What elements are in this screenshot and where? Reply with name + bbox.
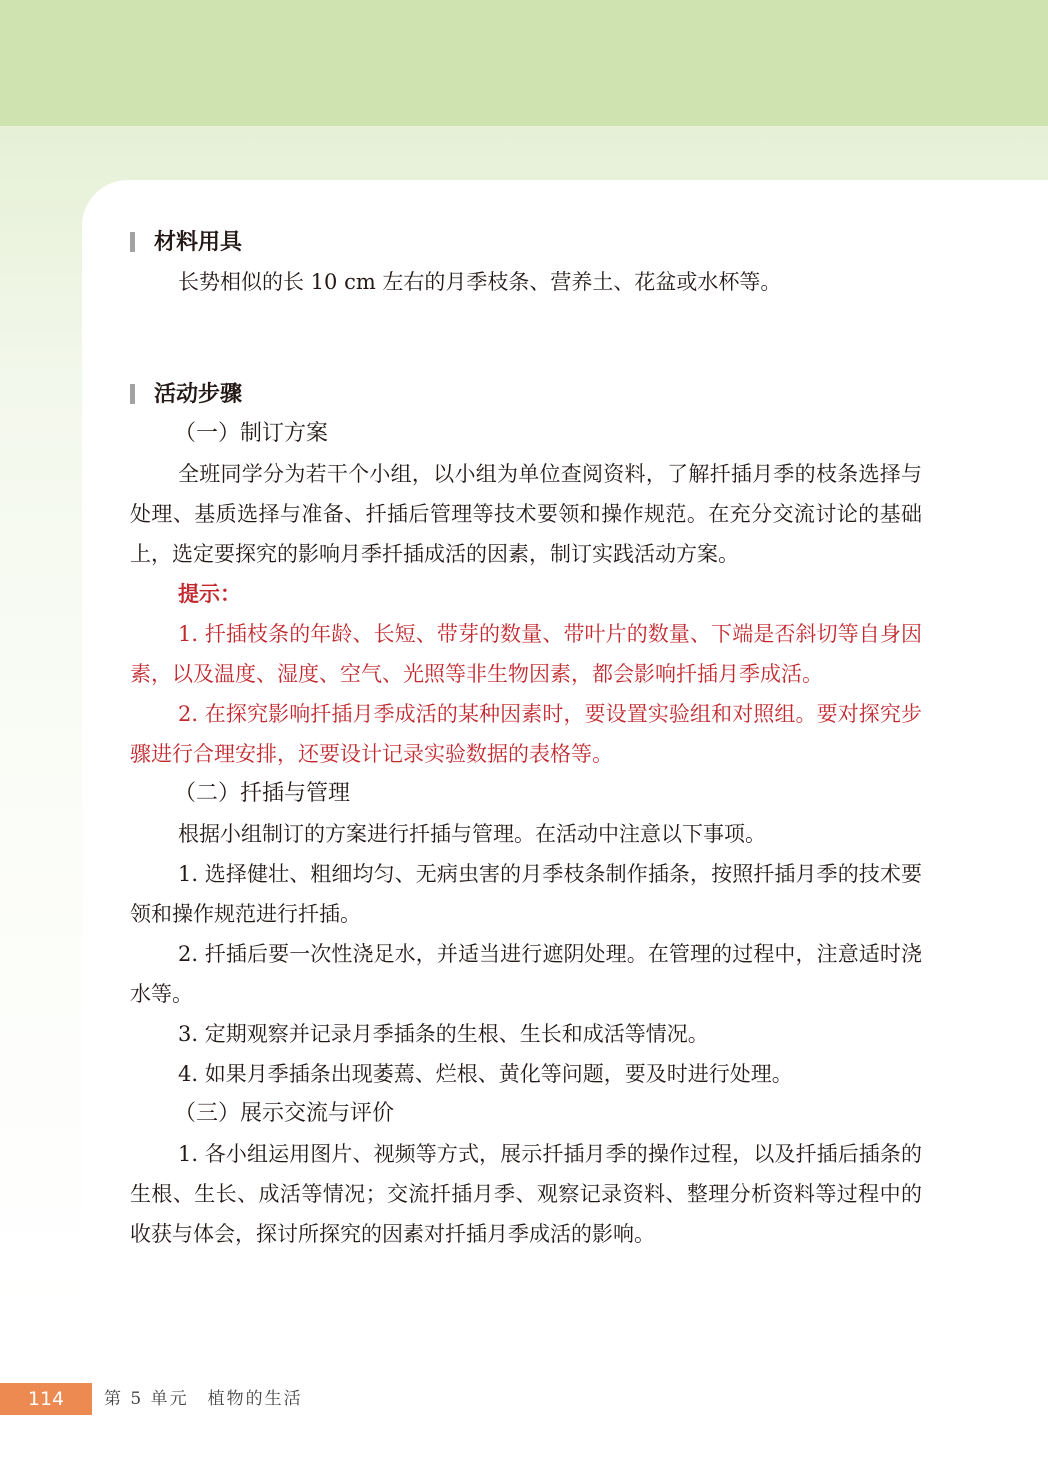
page-number: 114 (0, 1383, 92, 1415)
tip-item: 1. 扦插枝条的年龄、长短、带芽的数量、带叶片的数量、下端是否斜切等自身因素，以及温度、湿度、空气、光照等非生物因素，都会影响扦插月季成活。 (130, 622, 922, 686)
cutting-item: 2. 扦插后要一次性浇足水，并适当进行遮阴处理。在管理的过程中，注意适时浇水等。 (130, 942, 922, 1006)
page-footer (0, 1383, 1048, 1415)
section-heading-materials: 材料用具 (130, 222, 922, 262)
top-color-band (0, 0, 1048, 126)
section-marker-bar (130, 384, 135, 404)
cutting-item: 1. 选择健壮、粗细均匀、无病虫害的月季枝条制作插条，按照扦插月季的技术要领和操作规范进行扦插。 (130, 862, 922, 926)
showcase-item: 1. 各小组运用图片、视频等方式，展示扦插月季的操作过程，以及扦插后插条的生根、生长、成活等情况；交流扦插月季、观察记录资料、整理分析资料等过程中的收获与体会，探讨所探究的因素对扦插月季成活的影响。 (130, 1142, 922, 1246)
cutting-intro: 根据小组制订的方案进行扦插与管理。在活动中注意以下事项。 (178, 822, 766, 846)
cutting-item: 4. 如果月季插条出现萎蔫、烂根、黄化等问题，要及时进行处理。 (178, 1062, 793, 1086)
unit-title: 第 5 单元 植物的生活 (104, 1389, 303, 1409)
materials-text: 长势相似的长 10 cm 左右的月季枝条、营养土、花盆或水杯等。 (178, 270, 782, 294)
page-content (130, 222, 922, 1254)
section-marker-bar (130, 232, 135, 252)
subheading-plan: （一）制订方案 (174, 421, 329, 446)
subheading-showcase: （三）展示交流与评价 (174, 1101, 395, 1126)
tips-label: 提示： (178, 581, 241, 606)
plan-paragraph: 全班同学分为若干个小组，以小组为单位查阅资料，了解扦插月季的枝条选择与处理、基质选择与准备、扦插后管理等技术要领和操作规范。在充分交流讨论的基础上，选定要探究的影响月季扦插成活的因素，制订实践活动方案。 (130, 462, 922, 566)
subheading-cutting: （二）扦插与管理 (174, 781, 351, 806)
cutting-item: 3. 定期观察并记录月季插条的生根、生长和成活等情况。 (178, 1022, 709, 1046)
section-heading-steps: 活动步骤 (130, 374, 922, 414)
tip-item: 2. 在探究影响扦插月季成活的某种因素时，要设置实验组和对照组。要对探究步骤进行合理安排，还要设计记录实验数据的表格等。 (130, 702, 922, 766)
